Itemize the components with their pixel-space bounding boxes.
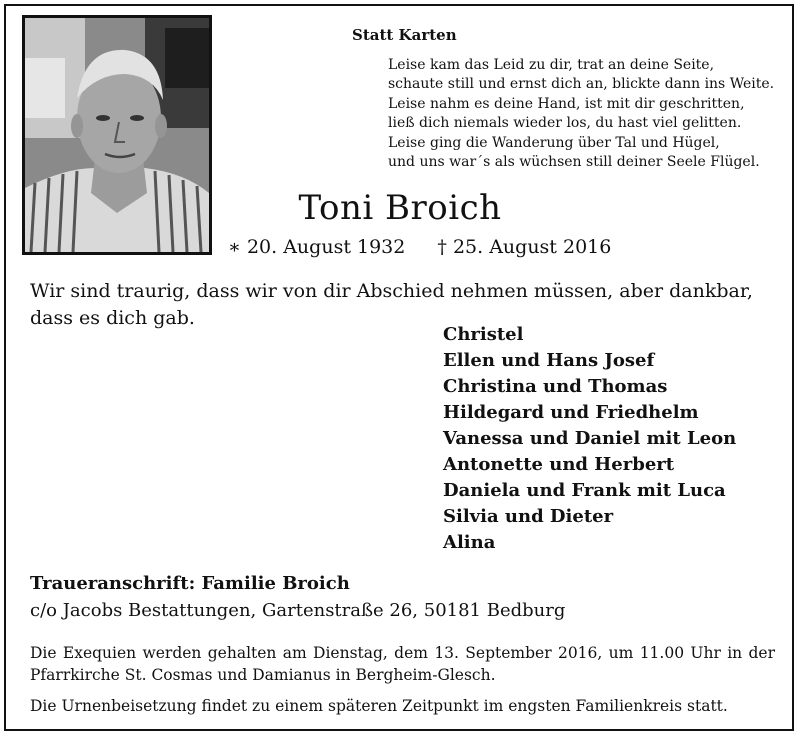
family-member: Vanessa und Daniel mit Leon	[443, 428, 737, 449]
death-date: † 25. August 2016	[437, 236, 612, 258]
family-member: Christina und Thomas	[443, 376, 668, 397]
mourning-address	[30, 570, 565, 624]
intro-text: Wir sind traurig, dass wir von dir Abschied nehmen müssen, aber dankbar, dass es dich gab.	[30, 280, 753, 329]
family-member: Ellen und Hans Josef	[443, 350, 655, 371]
poem-line: Leise nahm es deine Hand, ist mit dir geschritten,	[388, 95, 745, 112]
funeral-service-text: Die Exequien werden gehalten am Dienstag, dem 13. September 2016, um 11.00 Uhr in der Pfarrkirche St. Cosmas und Damianus in Bergheim-Glesch.	[30, 644, 775, 684]
address-title: Traueranschrift: Familie Broich	[30, 573, 350, 594]
poem	[388, 56, 788, 172]
address-line: c/o Jacobs Bestattungen, Gartenstraße 26, 50181 Bedburg	[30, 600, 566, 621]
deceased-name: Toni Broich	[298, 188, 502, 228]
poem-line: und uns war´s als wüchsen still deiner Seele Flügel.	[388, 154, 760, 171]
family-member: Silvia und Dieter	[443, 506, 614, 527]
birth-date: ∗ 20. August 1932	[228, 236, 406, 258]
statt-karten-heading: Statt Karten	[352, 26, 457, 44]
poem-line: Leise ging die Wanderung über Tal und Hügel,	[388, 134, 720, 151]
poem-line: schaute still und ernst dich an, blickte dann ins Weite.	[388, 76, 775, 93]
urn-burial-text: Die Urnenbeisetzung findet zu einem späteren Zeitpunkt im engsten Familienkreis statt.	[30, 697, 728, 715]
family-member: Daniela und Frank mit Luca	[443, 480, 726, 501]
family-member: Hildegard und Friedhelm	[443, 402, 699, 423]
family-member: Alina	[443, 532, 496, 553]
family-member: Antonette und Herbert	[443, 454, 675, 475]
family-member: Christel	[443, 324, 524, 345]
family-list	[443, 322, 736, 556]
poem-line: Leise kam das Leid zu dir, trat an deine Seite,	[388, 57, 715, 73]
life-dates	[228, 236, 611, 258]
poem-line: ließ dich niemals wieder los, du hast viel gelitten.	[388, 115, 742, 132]
